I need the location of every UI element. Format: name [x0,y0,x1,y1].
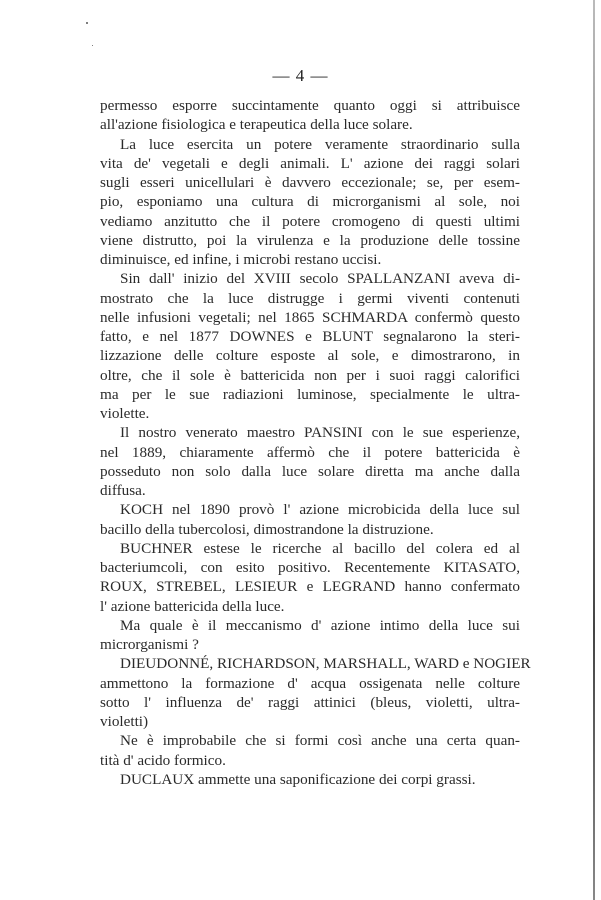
text-line: all'azione fisiologica e terapeutica della luce solare. [100,116,413,134]
text-line: lizzazione delle colture esposte al sole, e dimostrarono, in [100,347,520,365]
text-line: DUCLAUX ammette una saponificazione dei corpi grassi. [120,770,476,788]
text-line: BUCHNER estese le ricerche al bacillo del colera ed al [120,539,520,557]
text-line: Sin dall' inizio del XVIII secolo SPALLANZANI aveva di- [120,270,520,288]
text-line: diffusa. [100,482,146,499]
print-speck [92,45,93,46]
text-line: oltre, che il sole è battericida non per i suoi raggi calorifici [100,366,520,384]
text-line: nel 1889, chiaramente affermò che il potere battericida è [100,443,520,461]
text-line: sotto l' influenza de' raggi attinici (bleus, violetti, ultra- [100,693,520,711]
text-line: tità d' acido formico. [100,751,226,769]
text-line: ma per le sue radiazioni luminose, specialmente le ultra- [100,385,520,403]
page-edge-line [593,0,595,900]
text-line: Ma quale è il meccanismo d' azione intimo della luce sui [120,616,520,634]
text-line: posseduto non solo dalla luce solare diretta ma anche dalla [100,462,520,480]
text-line: violette. [100,405,150,422]
text-line: ammettono la formazione d' acqua ossigenata nelle colture [100,674,520,692]
text-line: DIEUDONNÉ, RICHARDSON, MARSHALL, WARD e NOGIER [120,655,531,673]
text-line: diminuisce, ed infine, i microbi restano uccisi. [100,251,382,268]
text-line: viene distrutto, poi la virulenza e la produzione delle tossine [100,231,520,249]
text-line: vediamo anzitutto che il potere cromogeno di questi ultimi [100,212,520,230]
text-line: permesso esporre succintamente quanto oggi si attribuisce [100,97,520,114]
body-text [100,96,531,789]
text-line: bacillo della tubercolosi, dimostrandone la distruzione. [100,520,434,538]
text-line: violetti) [100,713,149,730]
text-line: La luce esercita un potere veramente straordinario sulla [120,135,520,153]
text-line: Ne è improbabile che si formi così anche una certa quan- [120,732,520,750]
text-line: nelle infusioni vegetali; nel 1865 SCHMARDA confermò questo [100,308,520,326]
text-line: sugli esseri unicellulari è davvero eccezionale; se, per esem- [100,174,520,191]
text-line: ROUX, STREBEL, LESIEUR e LEGRAND hanno confermato [100,578,520,596]
page-number: — 4 — [272,66,329,85]
text-line: fatto, e nel 1877 DOWNES e BLUNT segnalarono la steri- [100,328,520,345]
text-line: KOCH nel 1890 provò l' azione microbicida della luce sul [120,501,520,519]
print-speck [86,22,88,24]
text-line: pio, esponiamo una cultura di microrganismi al sole, noi [100,193,520,211]
text-line: microrganismi ? [100,636,199,653]
text-line: vita de' vegetali e degli animali. L' azione dei raggi solari [100,154,520,172]
text-line: bacteriumcoli, con esito positivo. Recentemente KITASATO, [100,559,520,576]
text-line: Il nostro venerato maestro PANSINI con le sue esperienze, [120,424,520,442]
text-line: l' azione battericida della luce. [100,597,285,615]
text-line: mostrato che la luce distrugge i germi viventi contenuti [100,289,520,307]
